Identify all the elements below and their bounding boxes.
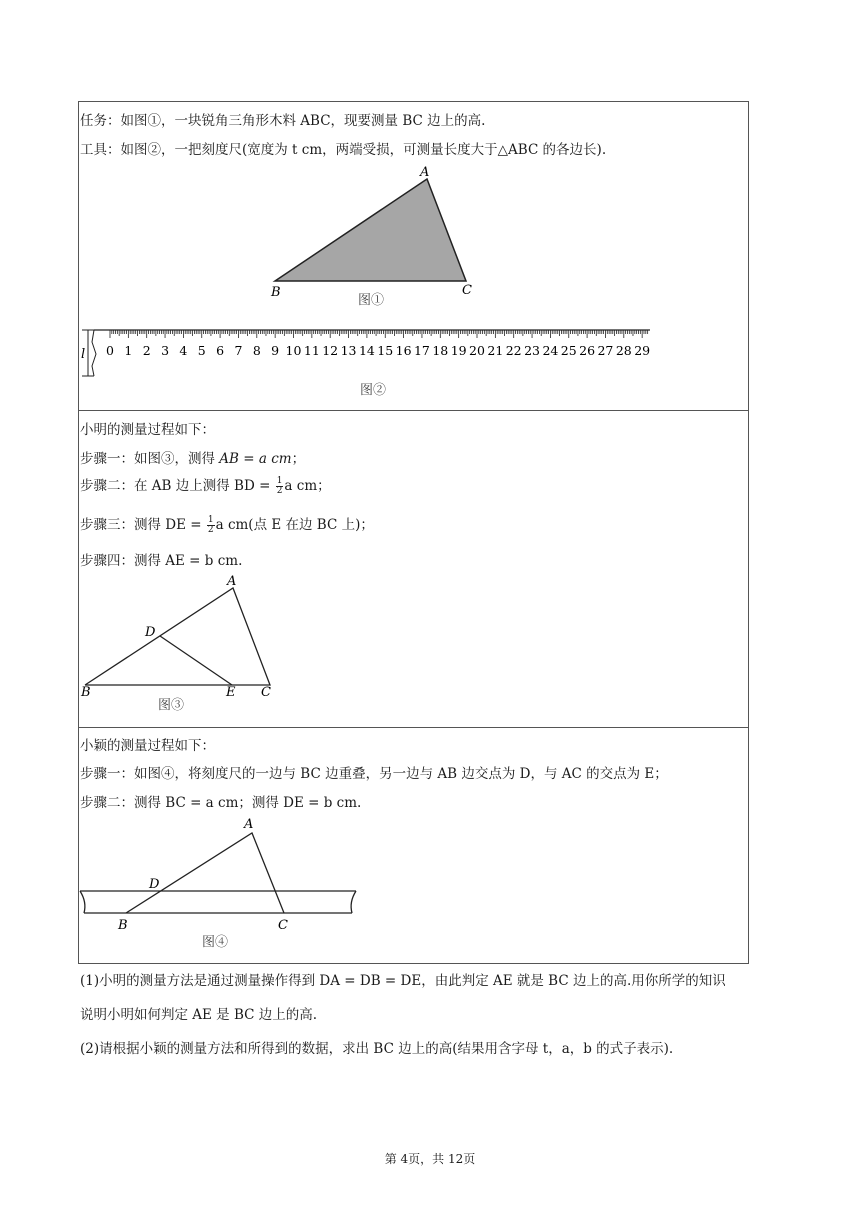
- ruler-number: 23: [524, 343, 541, 358]
- ruler-number: 8: [252, 343, 261, 358]
- ming-step-2-fraction: [276, 477, 284, 496]
- ruler-left-end: [80, 891, 85, 913]
- ruler-side-label: l: [81, 347, 86, 362]
- fig1-caption: 图①: [358, 293, 385, 308]
- fraction-denominator: 2: [276, 486, 283, 496]
- ruler-number: 29: [634, 343, 651, 358]
- fig3-label-e: E: [226, 685, 236, 700]
- ming-step-3: [80, 513, 374, 535]
- ruler-number: 9: [271, 343, 280, 358]
- ming-step-2-prefix: 步骤二：在 AB 边上测得 BD =: [80, 478, 275, 494]
- ruler-number: 21: [487, 343, 504, 358]
- ruler-number: 5: [197, 343, 206, 358]
- fig3-label-a: A: [227, 574, 237, 589]
- ruler-number: 3: [161, 343, 170, 358]
- ruler-numbers: [106, 343, 650, 358]
- figure-4: [76, 813, 366, 953]
- ruler-right-end: [351, 891, 356, 913]
- ying-step-1: 步骤一：如图④，将刻度尺的一边与 BC 边重叠，另一边与 AB 边交点为 D，与 AC 的交点为 E；: [80, 766, 668, 782]
- ming-step-1: [80, 447, 305, 467]
- ying-intro: 小颖的测量过程如下：: [80, 738, 215, 754]
- ruler-number: 15: [377, 343, 394, 358]
- fig1-label-c: C: [462, 283, 472, 298]
- figure-1: [260, 160, 490, 310]
- ruler-number: 11: [303, 343, 320, 358]
- fraction-numerator: 1: [207, 515, 214, 525]
- ruler-number: 0: [106, 343, 114, 358]
- ruler-ticks: [110, 330, 648, 338]
- ruler-number: 2: [142, 343, 151, 358]
- ruler-number: 4: [179, 343, 188, 358]
- ruler-number: 7: [234, 343, 243, 358]
- ming-step-1-prefix: 步骤一：如图③，测得: [80, 451, 220, 467]
- ming-step-3-tail: a cm(点 E 在边 BC 上)；: [215, 517, 374, 533]
- page-footer: 第 4页，共 12页: [384, 1152, 476, 1166]
- question-2: (2)请根据小颖的测量方法和所得到的数据，求出 BC 边上的高(结果用含字母 t，a，b 的式子表示).: [80, 1041, 674, 1057]
- ming-intro: 小明的测量过程如下：: [80, 422, 215, 438]
- ruler-number: 19: [450, 343, 467, 358]
- fig1-label-b: B: [271, 285, 281, 300]
- ruler-number: 12: [322, 343, 339, 358]
- figure-3: [78, 570, 298, 715]
- fig3-label-b: B: [81, 685, 91, 700]
- ming-step-2-tail: a cm；: [284, 478, 331, 494]
- ruler-number: 24: [542, 343, 559, 358]
- question-1-line-2: 说明小明如何判定 AE 是 BC 边上的高.: [80, 1007, 318, 1023]
- fig3-caption: 图③: [158, 698, 185, 713]
- triangle-abc-outline: [85, 588, 270, 685]
- ming-step-3-prefix: 步骤三：测得 DE =: [80, 517, 206, 533]
- ruler-number: 14: [358, 343, 375, 358]
- question-1-line-1: (1)小明的测量方法是通过测量操作得到 DA = DB = DE，由此判定 AE 就是 BC 边上的高.用你所学的知识: [80, 973, 726, 989]
- ruler-left-broken-edge: [92, 330, 96, 376]
- ruler-number: 28: [615, 343, 632, 358]
- ruler-number: 27: [597, 343, 614, 358]
- fraction-denominator: 2: [207, 525, 214, 535]
- task-line-2: 工具：如图②，一把刻度尺(宽度为 t cm，两端受损，可测量长度大于△ABC 的各边长).: [80, 142, 607, 158]
- ruler-number: 18: [432, 343, 449, 358]
- ying-step-2: 步骤二：测得 BC = a cm；测得 DE = b cm.: [80, 795, 362, 811]
- fig4-label-d: D: [149, 877, 160, 892]
- ruler-number: 13: [340, 343, 357, 358]
- fig4-caption: 图④: [202, 935, 229, 950]
- fig4-label-b: B: [118, 918, 128, 933]
- fig2-caption: 图②: [360, 383, 387, 398]
- ruler-number: 10: [285, 343, 302, 358]
- ruler-number: 1: [124, 343, 133, 358]
- fig3-label-d: D: [145, 625, 156, 640]
- fraction-numerator: 1: [276, 476, 283, 486]
- fig1-label-a: A: [420, 165, 430, 180]
- ming-step-2: [80, 474, 331, 496]
- ming-step-3-fraction: [207, 516, 215, 535]
- ruler-number: 25: [560, 343, 577, 358]
- fig4-label-a: A: [244, 817, 254, 832]
- fig3-label-c: C: [261, 685, 271, 700]
- ruler-number: 22: [505, 343, 522, 358]
- task-line-1: 任务：如图①，一块锐角三角形木料 ABC，现要测量 BC 边上的高.: [80, 113, 486, 129]
- ming-step-1-formula: AB = a cm: [219, 451, 292, 467]
- ruler-number: 17: [413, 343, 430, 358]
- segment-de: [160, 636, 232, 685]
- ruler-number: 20: [469, 343, 485, 358]
- figure-2-ruler: [78, 322, 658, 402]
- ruler-number: 26: [579, 343, 596, 358]
- triangle-abc-lines: [126, 833, 284, 913]
- fig4-label-c: C: [278, 918, 288, 933]
- ming-step-4: 步骤四：测得 AE = b cm.: [80, 553, 243, 569]
- triangle-abc-fill: [275, 179, 466, 281]
- ruler-number: 16: [395, 343, 412, 358]
- ruler-number: 6: [216, 343, 225, 358]
- ming-step-1-suffix: ；: [291, 451, 306, 467]
